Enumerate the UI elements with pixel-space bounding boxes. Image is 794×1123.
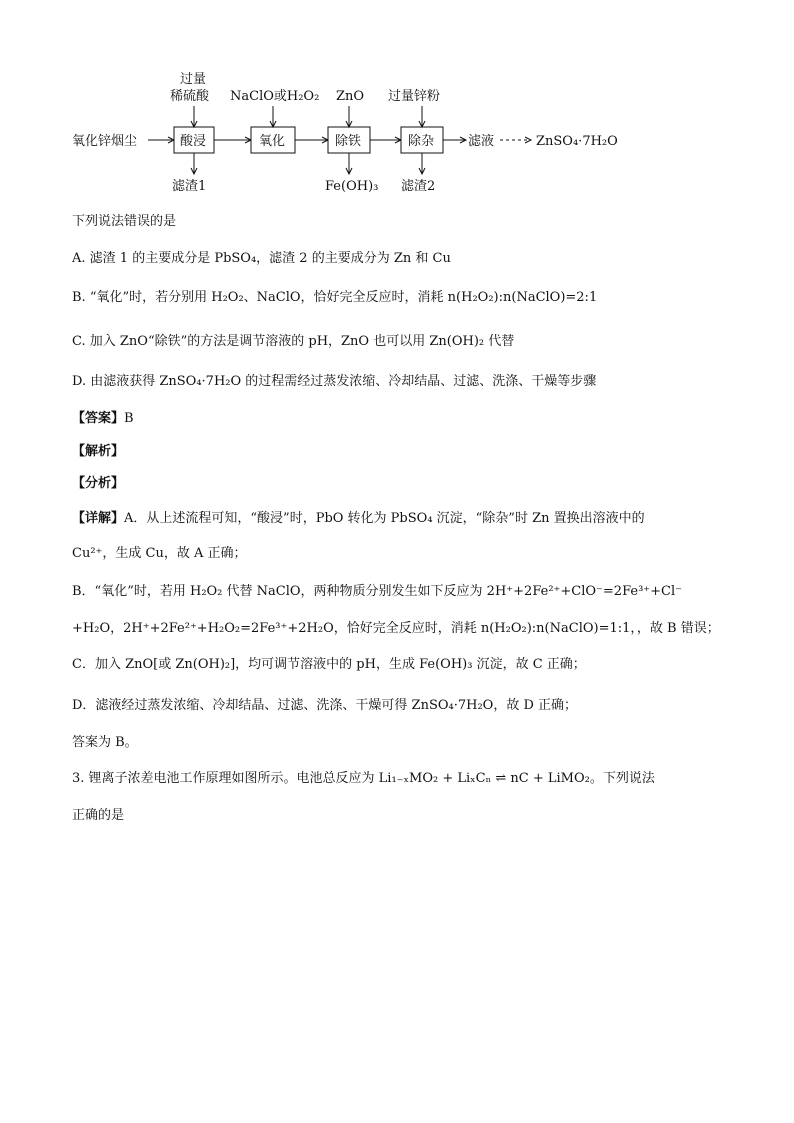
detail-a-line1 [72, 509, 645, 529]
reagent-2-label: NaClO或H₂O₂ [230, 89, 320, 104]
out-1-label: 滤渣1 [172, 179, 207, 194]
process-flow-diagram [0, 0, 794, 205]
step-2-label: 氧化 [259, 134, 286, 149]
detail-a1-text: A．从上述流程可知，“酸浸”时，PbO 转化为 PbSO₄ 沉淀，“除杂”时 Zn 置换出溶液中的 [124, 511, 645, 526]
detail-d: D．滤液经过蒸发浓缩、冷却结晶、过滤、洗涤、干燥可得 ZnSO₄·7H₂O，故 D 正确； [72, 698, 578, 713]
out-4-label: 滤渣2 [401, 179, 436, 194]
question-3-line2: 正确的是 [72, 808, 125, 823]
answer-label: 【答案】 [72, 411, 125, 426]
reagent-3-label: ZnO [336, 89, 365, 104]
flow-input-label: 氧化锌烟尘 [72, 134, 138, 149]
product-mid-label: 滤液 [468, 134, 495, 149]
reagent-1-line2: 稀硫酸 [170, 89, 210, 104]
conclusion: 答案为 B。 [72, 735, 138, 750]
detail-b-line2: +H₂O，2H⁺+2Fe²⁺+H₂O₂=2Fe³⁺+2H₂O，恰好完全反应时，消耗 n(H₂O₂):n(NaClO)=1:1，，故 B 错误； [72, 621, 720, 636]
question-3-text: 3. 锂离子浓差电池工作原理如图所示。电池总反应为 Li₁₋ₓMO₂ + LiₓCₙ ⇌ nC + LiMO₂。下列说法 [72, 771, 655, 786]
step-1-label: 酸浸 [180, 134, 207, 149]
product-final-label: ZnSO₄·7H₂O [536, 134, 618, 149]
analysis-label: 【解析】 [72, 444, 125, 459]
option-d: D. 由滤液获得 ZnSO₄·7H₂O 的过程需经过蒸发浓缩、冷却结晶、过滤、洗涤、干燥等步骤 [72, 374, 597, 389]
question-3-line1 [72, 769, 655, 789]
out-3-label: Fe(OH)₃ [325, 179, 379, 194]
answer-value: B [124, 411, 134, 426]
reagent-1-line1: 过量 [180, 72, 207, 87]
step-4-label: 除杂 [408, 134, 435, 149]
detail-b-line1: B．“氧化”时，若用 H₂O₂ 代替 NaClO，两种物质分别发生如下反应为 2H⁺+2Fe²⁺+ClO⁻=2Fe³⁺+Cl⁻ [72, 584, 683, 599]
option-a: A. 滤渣 1 的主要成分是 PbSO₄，滤渣 2 的主要成分为 Zn 和 Cu [72, 251, 451, 266]
reagent-4-label: 过量锌粉 [388, 89, 441, 104]
option-b: B. “氧化”时，若分别用 H₂O₂、NaClO，恰好完全反应时，消耗 n(H₂O₂):n(NaClO)=2:1 [72, 290, 598, 305]
answer-row [72, 409, 134, 429]
detail-label: 【详解】 [72, 511, 125, 526]
step-3-label: 除铁 [335, 134, 362, 149]
question-prompt: 下列说法错误的是 [72, 214, 177, 229]
detail-c: C．加入 ZnO[或 Zn(OH)₂]，均可调节溶液中的 pH，生成 Fe(OH)₃ 沉淀，故 C 正确； [72, 657, 586, 672]
detail-a-line2: Cu²⁺，生成 Cu，故 A 正确； [72, 546, 247, 561]
option-c: C. 加入 ZnO“除铁”的方法是调节溶液的 pH，ZnO 也可以用 Zn(OH)₂ 代替 [72, 334, 515, 349]
fenxi-label: 【分析】 [72, 476, 125, 491]
